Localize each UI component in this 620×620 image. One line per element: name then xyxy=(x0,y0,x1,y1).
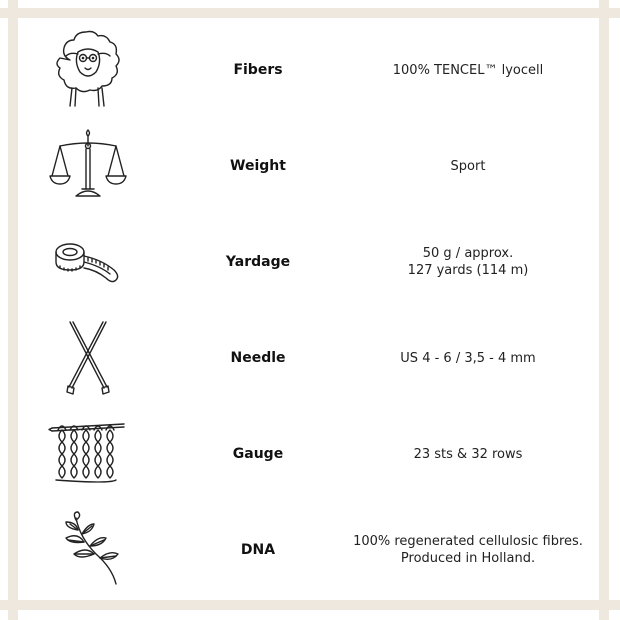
top-border xyxy=(0,8,620,18)
spec-value xyxy=(338,214,598,310)
spec-row-weight xyxy=(18,118,598,214)
spec-row-needle xyxy=(18,310,598,406)
knitting-needles-icon xyxy=(48,318,128,398)
spec-value-line: 127 yards (114 m) xyxy=(407,263,529,278)
spec-row-yardage xyxy=(18,214,598,310)
spec-label: Weight xyxy=(230,158,286,174)
spec-value-line: 100% TENCEL™ lyocell xyxy=(392,62,544,78)
spec-label: Fibers xyxy=(233,62,283,78)
spec-row-dna xyxy=(18,502,598,598)
knitted-swatch-icon xyxy=(48,414,128,494)
spec-row-gauge xyxy=(18,406,598,502)
spec-value xyxy=(338,310,598,406)
right-border xyxy=(599,0,609,620)
scale-icon xyxy=(48,126,128,206)
spec-value xyxy=(338,502,598,598)
spec-value-line: 23 sts & 32 rows xyxy=(413,446,523,462)
leaf-branch-icon xyxy=(48,510,128,590)
spec-value-line: 50 g / approx. xyxy=(422,246,514,261)
spec-value-line: Sport xyxy=(450,158,486,174)
spec-row-fibers xyxy=(18,22,598,118)
spec-value-line: US 4 - 6 / 3,5 - 4 mm xyxy=(400,350,536,366)
spec-label: Needle xyxy=(230,350,286,366)
sheep-icon xyxy=(48,30,128,110)
spec-value-line: 100% regenerated cellulosic fibres. xyxy=(353,534,583,549)
spec-value xyxy=(338,118,598,214)
spec-value xyxy=(338,406,598,502)
bottom-border xyxy=(0,600,620,610)
spec-value-line: Produced in Holland. xyxy=(400,551,536,566)
spec-label: DNA xyxy=(240,542,276,558)
spec-label: Gauge xyxy=(232,446,284,462)
spec-value xyxy=(338,22,598,118)
left-border xyxy=(8,0,18,620)
spec-label: Yardage xyxy=(225,254,291,270)
measuring-tape-icon xyxy=(48,222,128,302)
